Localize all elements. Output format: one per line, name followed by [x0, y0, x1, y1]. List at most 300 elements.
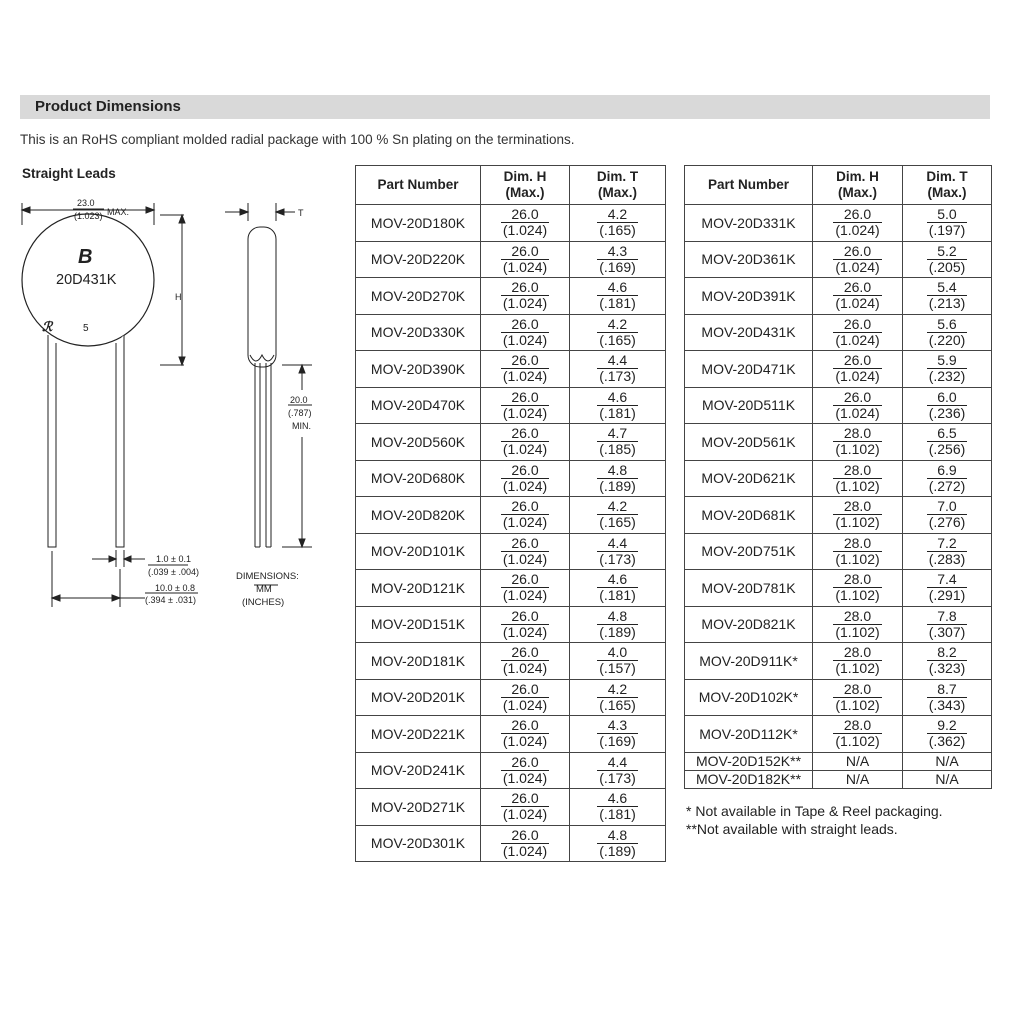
- dim-t-cell: [570, 460, 666, 497]
- dim-mm-value: 28.0: [833, 645, 881, 661]
- dim-mm-value: 7.8: [927, 609, 968, 625]
- dim-mm-value: 8.2: [927, 645, 968, 661]
- dim-fraction: [501, 755, 549, 786]
- dim-mm-value: 4.8: [597, 463, 638, 479]
- dim-t-cell: [903, 278, 992, 315]
- table-row: [685, 424, 992, 461]
- part-number-cell: MOV-20D911K*: [685, 643, 813, 680]
- dim-mm-value: 26.0: [501, 317, 549, 333]
- col-part-number: Part Number: [356, 166, 481, 205]
- part-number-cell: MOV-20D331K: [685, 205, 813, 242]
- table-row: [685, 752, 992, 770]
- dim-mm-value: 5.2: [927, 244, 968, 260]
- dim-t-cell: [570, 825, 666, 862]
- dim-t-cell: [570, 497, 666, 534]
- lead-len-in: (.787): [288, 408, 312, 418]
- table-row: [685, 241, 992, 278]
- part-number-cell: MOV-20D112K*: [685, 716, 813, 753]
- dim-mm-value: 26.0: [501, 609, 549, 625]
- dim-mm-value: 26.0: [501, 390, 549, 406]
- dim-t-cell: [903, 716, 992, 753]
- dim-fraction: [597, 791, 638, 822]
- col-dim-h: Dim. H (Max.): [813, 166, 903, 205]
- dim-h-cell: N/A: [813, 770, 903, 788]
- dim-h-cell: N/A: [813, 752, 903, 770]
- dim-fraction: [597, 463, 638, 494]
- dim-fraction: [501, 536, 549, 567]
- table-row: [356, 606, 666, 643]
- dim-inch-value: (1.024): [835, 258, 880, 275]
- dim-mm-value: 26.0: [833, 390, 881, 406]
- dim-inch-value: (1.024): [502, 623, 548, 640]
- dim-h-cell: [481, 424, 570, 461]
- dim-h-cell: [481, 497, 570, 534]
- dim-mm-value: 26.0: [501, 353, 549, 369]
- dim-inch-value: (1.024): [502, 368, 548, 385]
- table-row: [685, 679, 992, 716]
- table-row: [356, 570, 666, 607]
- part-number-cell: MOV-20D181K: [356, 643, 481, 680]
- dim-mm-value: 4.4: [597, 353, 638, 369]
- table-row: [356, 825, 666, 862]
- dim-t-cell: [903, 643, 992, 680]
- dim-t-cell: N/A: [903, 770, 992, 788]
- dim-h-cell: [481, 752, 570, 789]
- dim-fraction: [501, 609, 549, 640]
- table-row: [356, 716, 666, 753]
- part-number-cell: MOV-20D180K: [356, 205, 481, 242]
- dim-h-cell: [481, 241, 570, 278]
- dim-h-cell: [813, 241, 903, 278]
- dim-fraction: [597, 828, 638, 859]
- dim-fraction: [597, 572, 638, 603]
- dim-inch-value: (.236): [928, 404, 966, 421]
- dim-fraction: [501, 572, 549, 603]
- table-row: [685, 643, 992, 680]
- dim-t-cell: [903, 570, 992, 607]
- dim-mm-value: 28.0: [833, 572, 881, 588]
- dim-t-cell: [570, 424, 666, 461]
- part-number-cell: MOV-20D820K: [356, 497, 481, 534]
- dim-fraction: [927, 536, 968, 567]
- dim-mm-value: 26.0: [501, 463, 549, 479]
- dim-inch-value: (1.024): [502, 331, 548, 348]
- dim-mm-value: 28.0: [833, 499, 881, 515]
- dim-t-cell: [570, 789, 666, 826]
- dim-t-cell: [570, 606, 666, 643]
- table-row: [685, 497, 992, 534]
- dim-inch-value: (.256): [928, 441, 966, 458]
- dim-fraction: [833, 609, 881, 640]
- table-row: [356, 533, 666, 570]
- dim-mm-value: 6.5: [927, 426, 968, 442]
- dim-inch-value: (.181): [599, 295, 636, 312]
- dim-inch-value: (.189): [599, 842, 636, 859]
- dim-h-cell: [813, 387, 903, 424]
- dim-t-cell: [570, 752, 666, 789]
- dim-inch-value: (1.102): [835, 587, 880, 604]
- dim-inch-value: (.276): [928, 514, 966, 531]
- dim-fraction: [597, 682, 638, 713]
- dim-fraction: [501, 426, 549, 457]
- part-number-cell: MOV-20D561K: [685, 424, 813, 461]
- table-header-row: [685, 166, 992, 205]
- dim-h-cell: [813, 497, 903, 534]
- dim-inch-value: (1.102): [835, 477, 880, 494]
- dim-inch-value: (1.102): [835, 733, 880, 750]
- dim-mm-value: 5.0: [927, 207, 968, 223]
- dim-fraction: [501, 718, 549, 749]
- dim-h-cell: [481, 387, 570, 424]
- side-view-body: [248, 227, 276, 367]
- dim-fraction: [833, 536, 881, 567]
- table-row: [356, 643, 666, 680]
- dim-fraction: [597, 536, 638, 567]
- left-lead: [48, 335, 56, 547]
- dim-h-cell: [813, 278, 903, 315]
- part-number-cell: MOV-20D182K**: [685, 770, 813, 788]
- dim-fraction: [927, 499, 968, 530]
- dim-inch-value: (1.102): [835, 514, 880, 531]
- dim-h-cell: [481, 351, 570, 388]
- dim-inch-value: (.185): [599, 441, 636, 458]
- dim-t-cell: [903, 460, 992, 497]
- dim-fraction: [597, 353, 638, 384]
- dim-fraction: [501, 390, 549, 421]
- dim-mm-value: 26.0: [501, 755, 549, 771]
- dim-mm-value: 6.0: [927, 390, 968, 406]
- dim-h-cell: [813, 643, 903, 680]
- part-number-cell: MOV-20D511K: [685, 387, 813, 424]
- dim-inch-value: (1.024): [502, 295, 548, 312]
- dim-fraction: [597, 280, 638, 311]
- lead-len-suffix: MIN.: [292, 421, 311, 431]
- dim-h-cell: [813, 460, 903, 497]
- dim-h-cell: [481, 533, 570, 570]
- dim-fraction: [501, 244, 549, 275]
- dim-mm-value: 5.9: [927, 353, 968, 369]
- part-number-cell: MOV-20D221K: [356, 716, 481, 753]
- dim-fraction: [501, 828, 549, 859]
- table-row: [356, 351, 666, 388]
- dim-mm-value: 4.0: [597, 645, 638, 661]
- dim-mm-value: 26.0: [833, 207, 881, 223]
- part-number-cell: MOV-20D431K: [685, 314, 813, 351]
- part-number-cell: MOV-20D361K: [685, 241, 813, 278]
- table-row: [356, 752, 666, 789]
- dim-inch-value: (.189): [599, 477, 636, 494]
- dim-mm-value: 26.0: [833, 353, 881, 369]
- dim-mm-value: 26.0: [501, 682, 549, 698]
- units-line3: (INCHES): [242, 597, 285, 608]
- dim-mm-value: 26.0: [501, 426, 549, 442]
- dim-mm-value: 4.2: [597, 207, 638, 223]
- right-lead: [116, 335, 124, 547]
- dim-inch-value: (.169): [599, 258, 636, 275]
- table-row: [685, 606, 992, 643]
- dim-mm-value: 26.0: [833, 280, 881, 296]
- dim-fraction: [927, 280, 968, 311]
- dim-mm-value: 28.0: [833, 426, 881, 442]
- part-number-cell: MOV-20D560K: [356, 424, 481, 461]
- dim-h-cell: [813, 679, 903, 716]
- dim-fraction: [833, 353, 881, 384]
- dim-mm-value: 4.4: [597, 755, 638, 771]
- dim-inch-value: (1.024): [502, 733, 548, 750]
- spacing-in: (.394 ± .031): [145, 595, 196, 605]
- dim-t-cell: [570, 533, 666, 570]
- part-number-cell: MOV-20D220K: [356, 241, 481, 278]
- table-row: [685, 770, 992, 788]
- dim-inch-value: (.220): [928, 331, 966, 348]
- dim-inch-value: (1.024): [835, 295, 880, 312]
- part-number-cell: MOV-20D391K: [685, 278, 813, 315]
- width-suffix: MAX.: [107, 207, 130, 217]
- dim-fraction: [501, 463, 549, 494]
- dim-inch-value: (.173): [599, 368, 636, 385]
- part-number-cell: MOV-20D152K**: [685, 752, 813, 770]
- dim-h-cell: [481, 789, 570, 826]
- dim-h-cell: [481, 825, 570, 862]
- dim-fraction: [501, 645, 549, 676]
- table-row: [685, 205, 992, 242]
- dim-fraction: [833, 280, 881, 311]
- dim-mm-value: 4.3: [597, 244, 638, 260]
- table-row: [356, 789, 666, 826]
- part-number-cell: MOV-20D241K: [356, 752, 481, 789]
- ul-digit: 5: [83, 323, 89, 334]
- part-number-cell: MOV-20D102K*: [685, 679, 813, 716]
- dim-inch-value: (.283): [928, 550, 966, 567]
- dim-fraction: [833, 682, 881, 713]
- dim-t-cell: [570, 278, 666, 315]
- part-number-cell: MOV-20D330K: [356, 314, 481, 351]
- dim-fraction: [501, 353, 549, 384]
- left-dimensions-table: [355, 165, 666, 862]
- ul-mark: ℛ: [42, 319, 53, 334]
- table-row: [356, 424, 666, 461]
- part-number-cell: MOV-20D781K: [685, 570, 813, 607]
- table-row: [356, 679, 666, 716]
- dim-inch-value: (.173): [599, 550, 636, 567]
- part-number-cell: MOV-20D680K: [356, 460, 481, 497]
- dim-inch-value: (.181): [599, 404, 636, 421]
- dim-t-cell: [903, 387, 992, 424]
- dim-t-cell: [570, 716, 666, 753]
- dim-mm-value: 4.8: [597, 828, 638, 844]
- table-header-row: [356, 166, 666, 205]
- dim-t-cell: [903, 606, 992, 643]
- device-marking: 20D431K: [56, 272, 117, 288]
- units-line2: MM: [256, 584, 272, 595]
- dim-mm-value: 8.7: [927, 682, 968, 698]
- lead-dia-mm: 1.0 ± 0.1: [156, 554, 191, 564]
- dim-mm-value: 26.0: [501, 244, 549, 260]
- part-number-cell: MOV-20D621K: [685, 460, 813, 497]
- dim-fraction: [501, 499, 549, 530]
- dim-inch-value: (1.024): [835, 368, 880, 385]
- dim-inch-value: (.323): [928, 660, 966, 677]
- dim-fraction: [927, 317, 968, 348]
- dim-fraction: [927, 609, 968, 640]
- part-number-cell: MOV-20D151K: [356, 606, 481, 643]
- dim-t-cell: [570, 679, 666, 716]
- dim-fraction: [501, 791, 549, 822]
- dim-mm-value: 28.0: [833, 718, 881, 734]
- dim-mm-value: 26.0: [501, 207, 549, 223]
- section-title: Product Dimensions: [35, 98, 181, 115]
- dim-mm-value: 4.6: [597, 791, 638, 807]
- dim-h-cell: [813, 533, 903, 570]
- table-row: [356, 278, 666, 315]
- dim-h-cell: [813, 424, 903, 461]
- table-row: [356, 241, 666, 278]
- dim-t-cell: [903, 679, 992, 716]
- dim-t-cell: [570, 570, 666, 607]
- dim-inch-value: (1.102): [835, 623, 880, 640]
- dim-mm-value: 26.0: [501, 572, 549, 588]
- straight-leads-label: Straight Leads: [22, 166, 116, 181]
- dim-mm-value: 26.0: [501, 791, 549, 807]
- dim-inch-value: (1.024): [502, 550, 548, 567]
- dim-t-cell: [903, 533, 992, 570]
- table-row: [685, 533, 992, 570]
- dim-inch-value: (.343): [928, 696, 966, 713]
- dim-mm-value: 26.0: [501, 499, 549, 515]
- dim-mm-value: 4.6: [597, 572, 638, 588]
- dim-t-cell: [570, 643, 666, 680]
- dim-fraction: [927, 463, 968, 494]
- dim-inch-value: (1.024): [502, 477, 548, 494]
- dim-h-cell: [481, 570, 570, 607]
- dim-fraction: [833, 572, 881, 603]
- dim-mm-value: 4.4: [597, 536, 638, 552]
- dim-fraction: [927, 645, 968, 676]
- dim-mm-value: 4.6: [597, 390, 638, 406]
- dim-inch-value: (.173): [599, 769, 636, 786]
- dim-h-cell: [481, 606, 570, 643]
- dim-mm-value: 28.0: [833, 536, 881, 552]
- dim-inch-value: (1.102): [835, 550, 880, 567]
- dim-mm-value: 4.6: [597, 280, 638, 296]
- dim-fraction: [597, 426, 638, 457]
- dim-mm-value: 26.0: [501, 536, 549, 552]
- h-label: H: [175, 292, 182, 302]
- dim-fraction: [833, 718, 881, 749]
- dim-t-cell: [570, 351, 666, 388]
- table-row: [356, 460, 666, 497]
- dim-inch-value: (1.024): [502, 404, 548, 421]
- dim-inch-value: (.181): [599, 806, 636, 823]
- col-dim-h: Dim. H (Max.): [481, 166, 570, 205]
- dim-mm-value: 26.0: [501, 645, 549, 661]
- footnotes: [686, 802, 943, 838]
- dim-mm-value: 5.4: [927, 280, 968, 296]
- dim-h-cell: [813, 205, 903, 242]
- dim-inch-value: (1.024): [502, 514, 548, 531]
- dim-fraction: [833, 499, 881, 530]
- dim-inch-value: (.165): [599, 696, 636, 713]
- dim-mm-value: 4.2: [597, 317, 638, 333]
- dim-fraction: [927, 426, 968, 457]
- dim-inch-value: (.169): [599, 733, 636, 750]
- logo-mark: B: [78, 246, 93, 268]
- table-row: [685, 278, 992, 315]
- dim-inch-value: (.189): [599, 623, 636, 640]
- dim-inch-value: (.205): [928, 258, 966, 275]
- dim-inch-value: (.165): [599, 331, 636, 348]
- table-row: [685, 387, 992, 424]
- dim-mm-value: 26.0: [501, 280, 549, 296]
- dim-inch-value: (.307): [928, 623, 966, 640]
- intro-text: This is an RoHS compliant molded radial package with 100 % Sn plating on the terminations.: [20, 132, 575, 147]
- dim-fraction: [833, 244, 881, 275]
- dim-inch-value: (.213): [928, 295, 966, 312]
- table-row: [356, 387, 666, 424]
- dim-inch-value: (.272): [928, 477, 966, 494]
- right-dimensions-table: [684, 165, 992, 789]
- dim-fraction: [833, 317, 881, 348]
- dim-fraction: [597, 207, 638, 238]
- lead-dia-in: (.039 ± .004): [148, 567, 199, 577]
- dim-inch-value: (.362): [928, 733, 966, 750]
- dim-mm-value: 28.0: [833, 682, 881, 698]
- dim-fraction: [597, 645, 638, 676]
- dim-h-cell: [481, 643, 570, 680]
- dim-h-cell: [813, 606, 903, 643]
- dim-fraction: [927, 718, 968, 749]
- width-mm: 23.0: [77, 198, 95, 208]
- dim-fraction: [927, 244, 968, 275]
- dim-t-cell: N/A: [903, 752, 992, 770]
- dim-fraction: [501, 207, 549, 238]
- dim-mm-value: 28.0: [833, 463, 881, 479]
- part-number-cell: MOV-20D821K: [685, 606, 813, 643]
- dim-inch-value: (.181): [599, 587, 636, 604]
- dim-inch-value: (1.024): [502, 587, 548, 604]
- footnote-tape-reel: * Not available in Tape & Reel packaging.: [686, 803, 943, 819]
- dim-mm-value: 4.3: [597, 718, 638, 734]
- dim-mm-value: 28.0: [833, 609, 881, 625]
- part-number-cell: MOV-20D101K: [356, 533, 481, 570]
- dim-inch-value: (1.102): [835, 441, 880, 458]
- dim-inch-value: (1.024): [835, 404, 880, 421]
- dim-h-cell: [481, 716, 570, 753]
- dim-fraction: [597, 755, 638, 786]
- dim-mm-value: 26.0: [501, 828, 549, 844]
- dim-fraction: [501, 280, 549, 311]
- dim-inch-value: (1.024): [502, 806, 548, 823]
- dim-h-cell: [813, 351, 903, 388]
- dim-fraction: [501, 682, 549, 713]
- dim-t-cell: [903, 241, 992, 278]
- part-number-cell: MOV-20D201K: [356, 679, 481, 716]
- dim-fraction: [833, 645, 881, 676]
- part-number-cell: MOV-20D301K: [356, 825, 481, 862]
- table-row: [685, 460, 992, 497]
- dim-mm-value: 4.2: [597, 682, 638, 698]
- dim-t-cell: [570, 387, 666, 424]
- dim-inch-value: (1.024): [502, 222, 548, 239]
- part-number-cell: MOV-20D470K: [356, 387, 481, 424]
- dim-h-cell: [481, 278, 570, 315]
- lead-len-mm: 20.0: [290, 395, 308, 405]
- table-row: [685, 351, 992, 388]
- t-label: T: [298, 208, 304, 218]
- dim-t-cell: [903, 497, 992, 534]
- dim-mm-value: 6.9: [927, 463, 968, 479]
- dim-mm-value: 5.6: [927, 317, 968, 333]
